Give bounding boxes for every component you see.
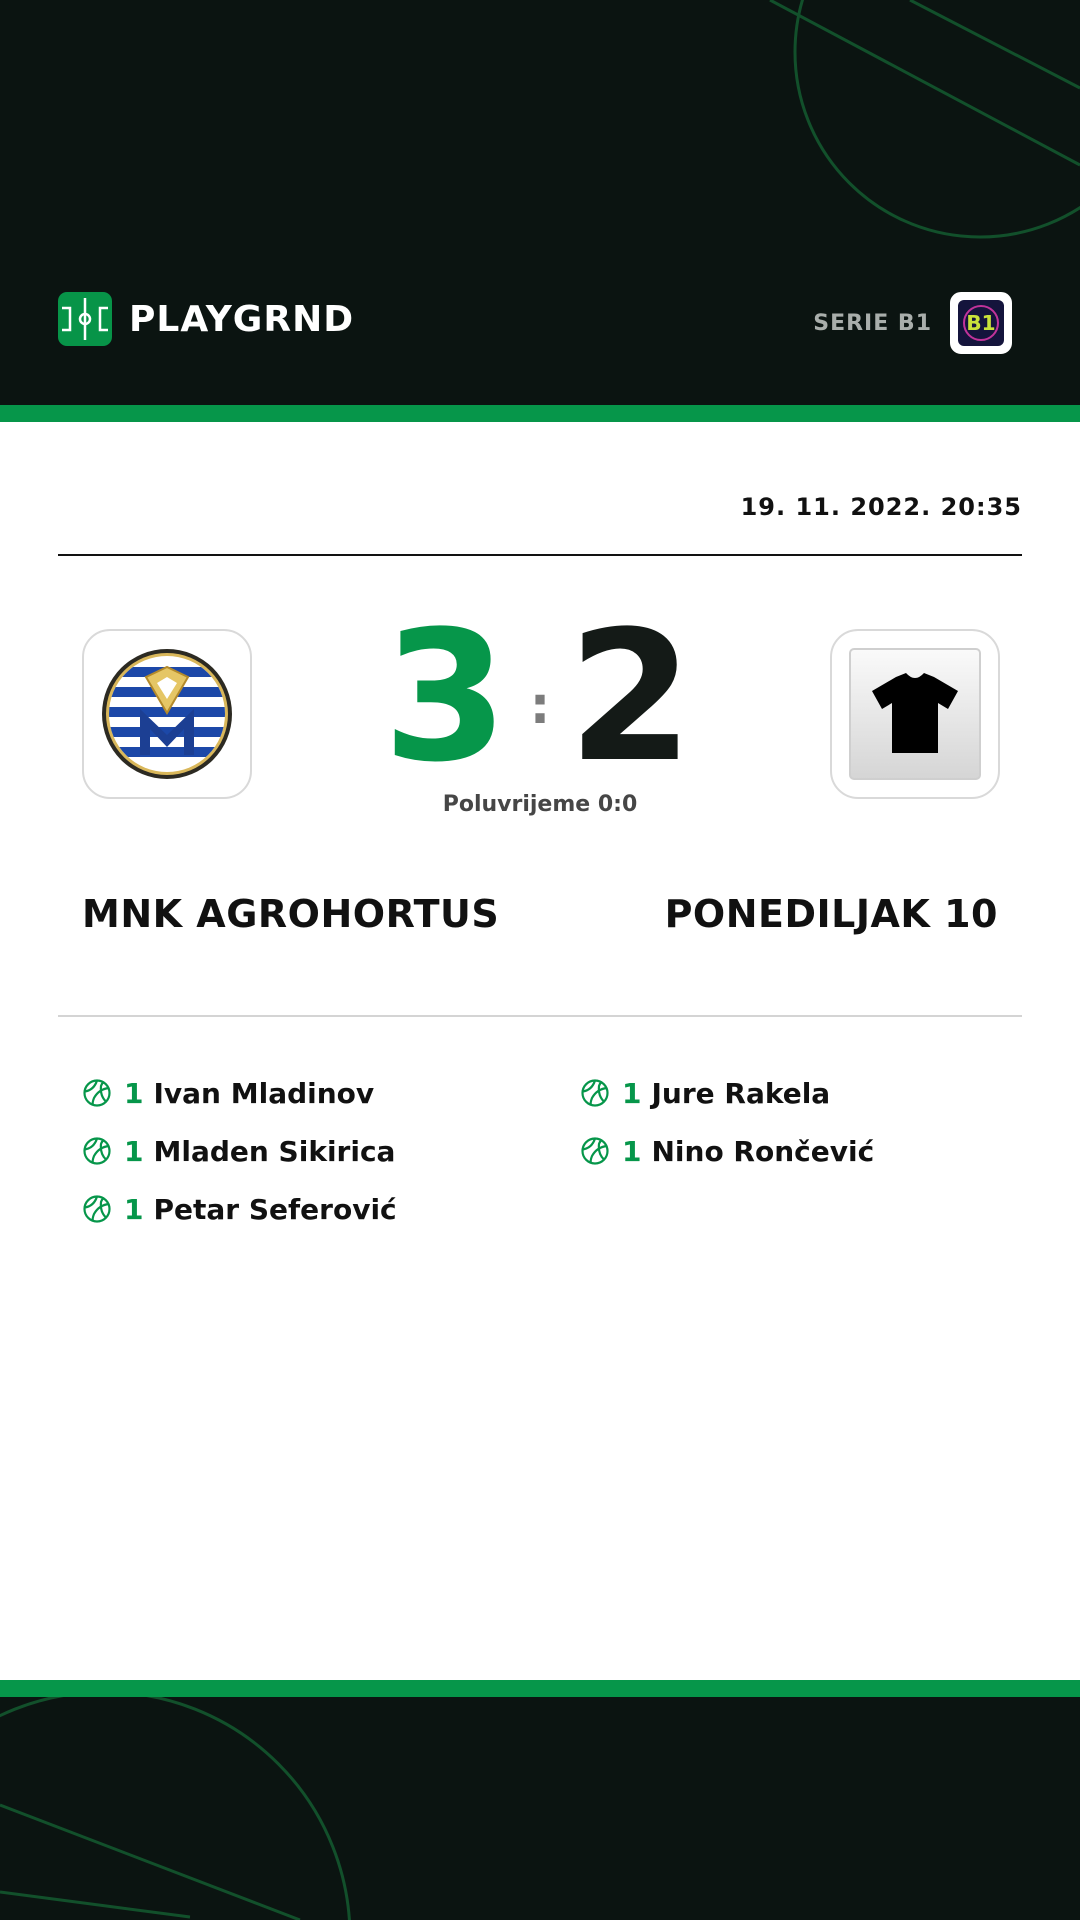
league-info xyxy=(813,292,1012,354)
home-scorers-list xyxy=(82,1064,397,1238)
header-accent-bar xyxy=(0,405,1080,422)
ball-icon xyxy=(82,1194,112,1224)
scorer-item xyxy=(82,1064,397,1122)
brand-name: PLAYGRND xyxy=(129,298,355,340)
ball-icon xyxy=(82,1078,112,1108)
home-score: 3 xyxy=(382,593,508,802)
goal-count: 1 xyxy=(124,1134,144,1168)
ball-icon xyxy=(82,1136,112,1166)
footer-banner xyxy=(0,1697,1080,1920)
scorer-item xyxy=(82,1180,397,1238)
player-name: Petar Seferović xyxy=(153,1192,397,1226)
ball-icon xyxy=(580,1136,610,1166)
home-team-crest xyxy=(82,629,252,799)
goal-count: 1 xyxy=(622,1076,642,1110)
scorer-item xyxy=(82,1122,397,1180)
field-icon xyxy=(58,292,112,346)
match-datetime: 19. 11. 2022. 20:35 xyxy=(740,493,1022,521)
player-name: Jure Rakela xyxy=(651,1076,831,1110)
goal-count: 1 xyxy=(124,1076,144,1110)
away-team-crest xyxy=(830,629,1000,799)
away-team-name: PONEDILJAK 10 xyxy=(664,892,998,936)
divider xyxy=(58,1015,1022,1017)
club-crest-icon xyxy=(100,647,234,781)
player-name: Mladen Sikirica xyxy=(153,1134,396,1168)
goal-count: 1 xyxy=(124,1192,144,1226)
player-name: Ivan Mladinov xyxy=(153,1076,375,1110)
header-banner xyxy=(0,0,1080,405)
league-badge-icon xyxy=(950,292,1012,354)
score-separator: : xyxy=(529,676,551,736)
away-score: 2 xyxy=(568,593,694,802)
player-name: Nino Rončević xyxy=(651,1134,875,1168)
scorer-item xyxy=(580,1064,874,1122)
halftime-score: Poluvrijeme 0:0 xyxy=(442,792,638,817)
home-team-name: MNK AGROHORTUS xyxy=(82,892,500,936)
footer-accent-bar xyxy=(0,1680,1080,1697)
goal-count: 1 xyxy=(622,1134,642,1168)
league-badge-text: B1 xyxy=(966,311,996,335)
divider xyxy=(58,554,1022,556)
ball-icon xyxy=(580,1078,610,1108)
scorer-item xyxy=(580,1122,874,1180)
away-scorers-list xyxy=(580,1064,874,1180)
shirt-icon xyxy=(848,647,982,781)
brand xyxy=(58,292,354,346)
pitch-lines-decoration xyxy=(0,1697,1080,1920)
league-name: SERIE B1 xyxy=(813,310,932,336)
